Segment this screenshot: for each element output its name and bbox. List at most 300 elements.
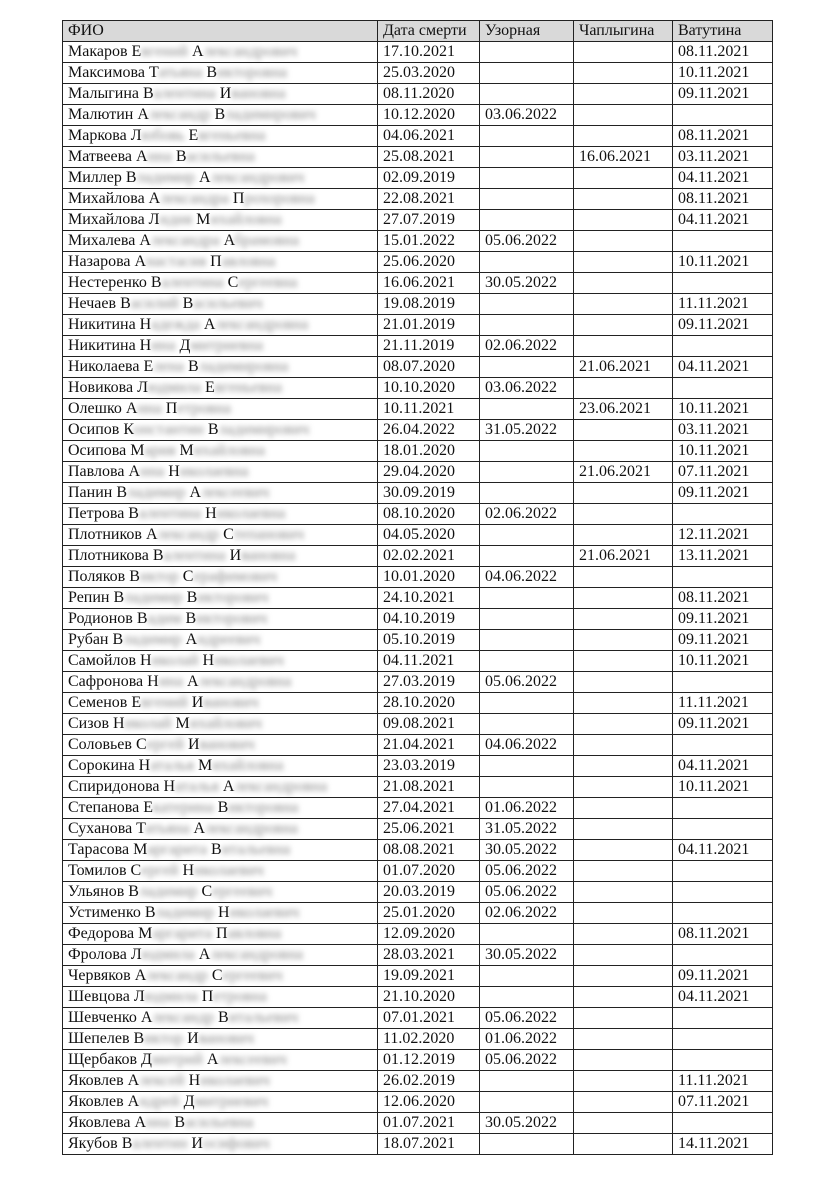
first-name-redacted: ндрей [139, 1093, 180, 1110]
cell-uzornaya [480, 441, 574, 462]
column-header-uzornaya: Узорная [480, 21, 574, 42]
cell-fio [63, 882, 378, 903]
cell-fio [63, 651, 378, 672]
table-row [63, 357, 773, 378]
first-name-initial: Л [148, 211, 160, 228]
first-name-redacted: аргарита [152, 925, 212, 942]
cell-chaplygina [574, 966, 673, 987]
first-name-initial: Д [141, 1051, 152, 1068]
patronymic-redacted: иколаевна [179, 463, 249, 480]
table-row [63, 735, 773, 756]
first-name-redacted: ладимир [155, 904, 214, 921]
cell-death-date: 23.03.2019 [378, 756, 480, 777]
cell-vatutina [673, 882, 773, 903]
cell-chaplygina [574, 777, 673, 798]
cell-chaplygina [574, 714, 673, 735]
cell-vatutina [673, 819, 773, 840]
surname: Родионов [68, 610, 133, 627]
cell-chaplygina [574, 210, 673, 231]
surname: Нестеренко [68, 274, 147, 291]
cell-uzornaya: 01.06.2022 [480, 798, 574, 819]
first-name-redacted: юбовь [141, 127, 185, 144]
cell-chaplygina [574, 819, 673, 840]
first-name-initial: В [125, 169, 137, 186]
table-row [63, 336, 773, 357]
cell-fio [63, 777, 378, 798]
table-row [63, 630, 773, 651]
first-name-initial: В [143, 85, 154, 102]
cell-vatutina [673, 1050, 773, 1071]
first-name-initial: К [123, 421, 134, 438]
cell-chaplygina [574, 672, 673, 693]
surname: Суханова [68, 820, 133, 837]
patronymic-initial: А [223, 232, 235, 249]
first-name-initial: Н [147, 673, 159, 690]
table-row [63, 126, 773, 147]
patronymic-initial: С [227, 274, 239, 291]
surname: Миллер [68, 169, 122, 186]
cell-fio [63, 42, 378, 63]
patronymic-redacted: икторовна [228, 799, 299, 816]
cell-chaplygina: 16.06.2021 [574, 147, 673, 168]
cell-uzornaya: 02.06.2022 [480, 504, 574, 525]
surname: Назарова [68, 253, 131, 270]
cell-death-date: 01.07.2020 [378, 861, 480, 882]
cell-uzornaya [480, 756, 574, 777]
cell-vatutina: 04.11.2021 [673, 756, 773, 777]
cell-vatutina: 10.11.2021 [673, 651, 773, 672]
cell-chaplygina [574, 1071, 673, 1092]
table-row [63, 609, 773, 630]
first-name-initial: А [127, 1093, 140, 1110]
first-name-redacted: нна [147, 148, 172, 165]
first-name-redacted: митрий [151, 1051, 203, 1068]
first-name-redacted: алентина [138, 505, 202, 522]
cell-uzornaya [480, 609, 574, 630]
cell-chaplygina: 21.06.2021 [574, 357, 673, 378]
first-name-initial: Н [139, 337, 152, 354]
first-name-initial: Л [137, 379, 148, 396]
patronymic-initial: Н [202, 652, 215, 669]
cell-fio [63, 1050, 378, 1071]
surname: Шевцова [68, 988, 130, 1005]
cell-death-date: 25.03.2020 [378, 63, 480, 84]
cell-death-date: 18.07.2021 [378, 1134, 480, 1155]
patronymic-redacted: ладимирович [218, 421, 310, 438]
cell-fio [63, 987, 378, 1008]
table-row [63, 1134, 773, 1155]
first-name-redacted: юдмила [144, 988, 198, 1005]
cell-death-date: 10.11.2021 [378, 399, 480, 420]
cell-death-date: 17.10.2021 [378, 42, 480, 63]
first-name-initial: С [130, 862, 142, 879]
cell-vatutina: 10.11.2021 [673, 441, 773, 462]
cell-uzornaya [480, 294, 574, 315]
cell-fio [63, 525, 378, 546]
patronymic-redacted: ладимировна [198, 358, 289, 375]
cell-uzornaya [480, 189, 574, 210]
cell-fio [63, 945, 378, 966]
first-name-redacted: лександр [152, 1009, 214, 1026]
cell-uzornaya: 05.06.2022 [480, 672, 574, 693]
first-name-redacted: иктор [139, 568, 179, 585]
patronymic-initial: А [189, 484, 202, 501]
cell-uzornaya [480, 987, 574, 1008]
surname: Сафронова [68, 673, 144, 690]
cell-death-date: 28.03.2021 [378, 945, 480, 966]
cell-uzornaya: 05.06.2022 [480, 231, 574, 252]
patronymic-redacted: лександровна [205, 820, 298, 837]
first-name-redacted: ладимир [138, 883, 198, 900]
table-row [63, 462, 773, 483]
patronymic-initial: П [201, 988, 214, 1005]
cell-uzornaya [480, 42, 574, 63]
cell-fio [63, 399, 378, 420]
registry-table [62, 20, 773, 1155]
patronymic-redacted: лексеевич [218, 1051, 287, 1068]
patronymic-redacted: лександрович [210, 169, 305, 186]
table-row [63, 1092, 773, 1113]
patronymic-initial: М [198, 757, 213, 774]
cell-uzornaya [480, 63, 574, 84]
first-name-initial: В [129, 568, 140, 585]
patronymic-initial: П [210, 253, 222, 270]
patronymic-initial: М [175, 715, 190, 732]
patronymic-redacted: лександровна [234, 778, 328, 795]
table-row [63, 1113, 773, 1134]
first-name-initial: В [136, 610, 148, 627]
cell-death-date: 21.01.2019 [378, 315, 480, 336]
first-name-initial: Н [139, 316, 152, 333]
first-name-initial: В [128, 505, 139, 522]
first-name-initial: Л [130, 127, 142, 144]
table-row [63, 945, 773, 966]
cell-death-date: 12.06.2020 [378, 1092, 480, 1113]
patronymic-initial: Н [205, 505, 217, 522]
cell-fio [63, 1134, 378, 1155]
table-row [63, 147, 773, 168]
cell-vatutina: 14.11.2021 [673, 1134, 773, 1155]
cell-fio [63, 63, 378, 84]
patronymic-initial: И [191, 1135, 203, 1152]
table-row [63, 546, 773, 567]
cell-vatutina: 08.11.2021 [673, 126, 773, 147]
patronymic-redacted: ергеевич [222, 967, 283, 984]
first-name-redacted: нна [137, 400, 162, 417]
patronymic-initial: С [201, 883, 213, 900]
cell-vatutina: 04.11.2021 [673, 987, 773, 1008]
cell-fio [63, 273, 378, 294]
cell-chaplygina [574, 693, 673, 714]
cell-vatutina: 04.11.2021 [673, 210, 773, 231]
cell-fio [63, 210, 378, 231]
cell-fio [63, 483, 378, 504]
cell-fio [63, 105, 378, 126]
surname: Осипова [68, 442, 127, 459]
cell-death-date: 25.06.2020 [378, 252, 480, 273]
cell-death-date: 24.10.2021 [378, 588, 480, 609]
patronymic-initial: В [207, 421, 219, 438]
cell-vatutina [673, 1029, 773, 1050]
cell-death-date: 08.07.2020 [378, 357, 480, 378]
cell-chaplygina [574, 231, 673, 252]
cell-fio [63, 378, 378, 399]
table-row [63, 693, 773, 714]
cell-death-date: 08.11.2020 [378, 84, 480, 105]
cell-fio [63, 672, 378, 693]
patronymic-initial: В [210, 841, 222, 858]
cell-vatutina: 11.11.2021 [673, 1071, 773, 1092]
column-header-vatutina: Ватутина [673, 21, 773, 42]
surname: Семенов [68, 694, 128, 711]
cell-chaplygina [574, 903, 673, 924]
patronymic-initial: И [229, 547, 242, 564]
patronymic-initial: В [182, 295, 194, 312]
cell-uzornaya [480, 693, 574, 714]
surname: Малютин [68, 106, 134, 123]
patronymic-initial: В [188, 358, 199, 375]
cell-vatutina: 10.11.2021 [673, 777, 773, 798]
cell-death-date: 02.02.2021 [378, 546, 480, 567]
table-header [63, 21, 773, 42]
surname: Михалева [68, 232, 136, 249]
cell-uzornaya: 04.06.2022 [480, 567, 574, 588]
surname: Рубан [68, 631, 109, 648]
surname: Шепелев [68, 1030, 130, 1047]
cell-chaplygina [574, 1134, 673, 1155]
cell-fio [63, 966, 378, 987]
first-name-initial: В [120, 295, 131, 312]
cell-fio [63, 504, 378, 525]
first-name-redacted: иколай [124, 715, 172, 732]
cell-vatutina [673, 1113, 773, 1134]
patronymic-redacted: иколаевич [200, 1072, 270, 1089]
patronymic-redacted: иколаевич [194, 862, 264, 879]
cell-uzornaya [480, 924, 574, 945]
cell-fio [63, 168, 378, 189]
patronymic-initial: Н [217, 904, 230, 921]
cell-chaplygina: 21.06.2021 [574, 462, 673, 483]
patronymic-redacted: етровна [213, 988, 267, 1005]
surname: Червяков [68, 967, 131, 984]
first-name-redacted: катерина [153, 799, 214, 816]
cell-death-date: 02.09.2019 [378, 168, 480, 189]
cell-vatutina [673, 504, 773, 525]
cell-fio [63, 1071, 378, 1092]
cell-death-date: 25.01.2020 [378, 903, 480, 924]
cell-uzornaya [480, 147, 574, 168]
cell-chaplygina [574, 567, 673, 588]
table-row [63, 168, 773, 189]
cell-vatutina [673, 231, 773, 252]
first-name-initial: В [112, 631, 124, 648]
cell-vatutina [673, 105, 773, 126]
cell-fio [63, 462, 378, 483]
cell-death-date: 16.06.2021 [378, 273, 480, 294]
table-row [63, 861, 773, 882]
cell-fio [63, 735, 378, 756]
first-name-redacted: юдмила [141, 946, 195, 963]
patronymic-redacted: ихайлович [189, 715, 262, 732]
first-name-initial: А [134, 1114, 147, 1131]
first-name-initial: В [133, 1030, 145, 1047]
first-name-redacted: алентина [163, 547, 226, 564]
surname: Малыгина [68, 85, 139, 102]
surname: Михайлова [68, 211, 145, 228]
patronymic-redacted: авловна [227, 925, 282, 942]
patronymic-initial: Е [188, 127, 199, 144]
cell-uzornaya: 05.06.2022 [480, 1008, 574, 1029]
table-row [63, 672, 773, 693]
cell-vatutina: 07.11.2021 [673, 462, 773, 483]
cell-chaplygina [574, 1092, 673, 1113]
cell-chaplygina [574, 105, 673, 126]
cell-fio [63, 546, 378, 567]
cell-vatutina: 04.11.2021 [673, 840, 773, 861]
patronymic-redacted: лександровна [198, 673, 292, 690]
table-row [63, 651, 773, 672]
cell-uzornaya [480, 399, 574, 420]
cell-chaplygina [574, 420, 673, 441]
cell-death-date: 08.08.2021 [378, 840, 480, 861]
surname: Михайлова [68, 190, 145, 207]
cell-fio [63, 1008, 378, 1029]
table-row [63, 1029, 773, 1050]
cell-uzornaya: 30.05.2022 [480, 1113, 574, 1134]
table-row [63, 588, 773, 609]
patronymic-initial: И [187, 736, 200, 753]
first-name-redacted: ладимир [123, 631, 182, 648]
surname: Яковлев [68, 1093, 124, 1110]
first-name-initial: А [140, 1009, 153, 1026]
cell-uzornaya [480, 1134, 574, 1155]
cell-chaplygina [574, 609, 673, 630]
cell-chaplygina [574, 63, 673, 84]
cell-chaplygina [574, 588, 673, 609]
cell-uzornaya: 03.06.2022 [480, 378, 574, 399]
table-row [63, 798, 773, 819]
cell-death-date: 30.09.2019 [378, 483, 480, 504]
cell-chaplygina [574, 252, 673, 273]
table-row [63, 399, 773, 420]
patronymic-redacted: лексеевич [201, 484, 270, 501]
first-name-redacted: атьяна [158, 64, 203, 81]
cell-vatutina [673, 567, 773, 588]
cell-death-date: 29.04.2020 [378, 462, 480, 483]
surname: Якубов [68, 1135, 118, 1152]
patronymic-initial: И [219, 85, 232, 102]
cell-death-date: 27.04.2021 [378, 798, 480, 819]
first-name-initial: Т [136, 820, 146, 837]
patronymic-initial: Д [179, 337, 191, 354]
patronymic-initial: В [217, 1009, 229, 1026]
patronymic-initial: В [217, 799, 229, 816]
patronymic-initial: В [206, 64, 217, 81]
cell-death-date: 27.07.2019 [378, 210, 480, 231]
cell-uzornaya: 30.05.2022 [480, 945, 574, 966]
cell-vatutina: 07.11.2021 [673, 1092, 773, 1113]
table-row [63, 210, 773, 231]
column-header-death-date: Дата смерти [378, 21, 480, 42]
table-row [63, 924, 773, 945]
cell-fio [63, 84, 378, 105]
first-name-initial: Т [148, 64, 159, 81]
patronymic-redacted: вановна [231, 85, 286, 102]
surname: Новикова [68, 379, 134, 396]
table-row [63, 966, 773, 987]
first-name-redacted: аталья [150, 757, 194, 774]
cell-vatutina: 11.11.2021 [673, 294, 773, 315]
cell-chaplygina [574, 294, 673, 315]
cell-fio [63, 126, 378, 147]
surname: Петрова [68, 505, 125, 522]
cell-fio [63, 441, 378, 462]
cell-death-date: 04.06.2021 [378, 126, 480, 147]
cell-uzornaya: 31.05.2022 [480, 420, 574, 441]
cell-vatutina: 10.11.2021 [673, 399, 773, 420]
first-name-initial: Н [140, 652, 152, 669]
patronymic-redacted: ерафимович [193, 568, 278, 585]
table-row [63, 420, 773, 441]
first-name-redacted: лена [153, 358, 185, 375]
cell-death-date: 21.04.2021 [378, 735, 480, 756]
cell-uzornaya [480, 357, 574, 378]
patronymic-initial: В [175, 148, 187, 165]
patronymic-initial: А [199, 169, 211, 186]
cell-uzornaya: 02.06.2022 [480, 903, 574, 924]
first-name-initial: Н [163, 778, 176, 795]
first-name-redacted: аргарита [147, 841, 207, 858]
first-name-redacted: лександра [150, 232, 220, 249]
patronymic-initial: Д [183, 1093, 195, 1110]
cell-vatutina: 04.11.2021 [673, 357, 773, 378]
surname: Павлова [68, 463, 125, 480]
cell-fio [63, 693, 378, 714]
first-name-redacted: лексей [139, 1072, 185, 1089]
cell-death-date: 04.05.2020 [378, 525, 480, 546]
cell-death-date: 21.10.2020 [378, 987, 480, 1008]
first-name-redacted: ина [158, 673, 183, 690]
cell-uzornaya [480, 84, 574, 105]
table-row [63, 378, 773, 399]
cell-vatutina [673, 672, 773, 693]
first-name-initial: В [121, 1135, 133, 1152]
cell-uzornaya [480, 588, 574, 609]
surname: Сизов [68, 715, 110, 732]
table-row [63, 525, 773, 546]
cell-death-date: 04.11.2021 [378, 651, 480, 672]
first-name-initial: А [148, 190, 161, 207]
patronymic-redacted: вановна [241, 547, 296, 564]
cell-death-date: 10.10.2020 [378, 378, 480, 399]
patronymic-redacted: брамовна [234, 232, 299, 249]
patronymic-redacted: вгеньевна [214, 379, 282, 396]
first-name-redacted: аталья [175, 778, 219, 795]
cell-chaplygina [574, 735, 673, 756]
first-name-initial: А [136, 148, 148, 165]
patronymic-redacted: итальевна [221, 841, 291, 858]
cell-uzornaya [480, 546, 574, 567]
first-name-initial: А [134, 253, 147, 270]
patronymic-redacted: ванович [198, 1030, 254, 1047]
cell-chaplygina [574, 441, 673, 462]
cell-vatutina: 08.11.2021 [673, 924, 773, 945]
surname: Матвеева [68, 148, 133, 165]
cell-uzornaya [480, 525, 574, 546]
cell-fio [63, 147, 378, 168]
patronymic-redacted: ванович [203, 694, 259, 711]
first-name-redacted: лександра [160, 190, 229, 207]
